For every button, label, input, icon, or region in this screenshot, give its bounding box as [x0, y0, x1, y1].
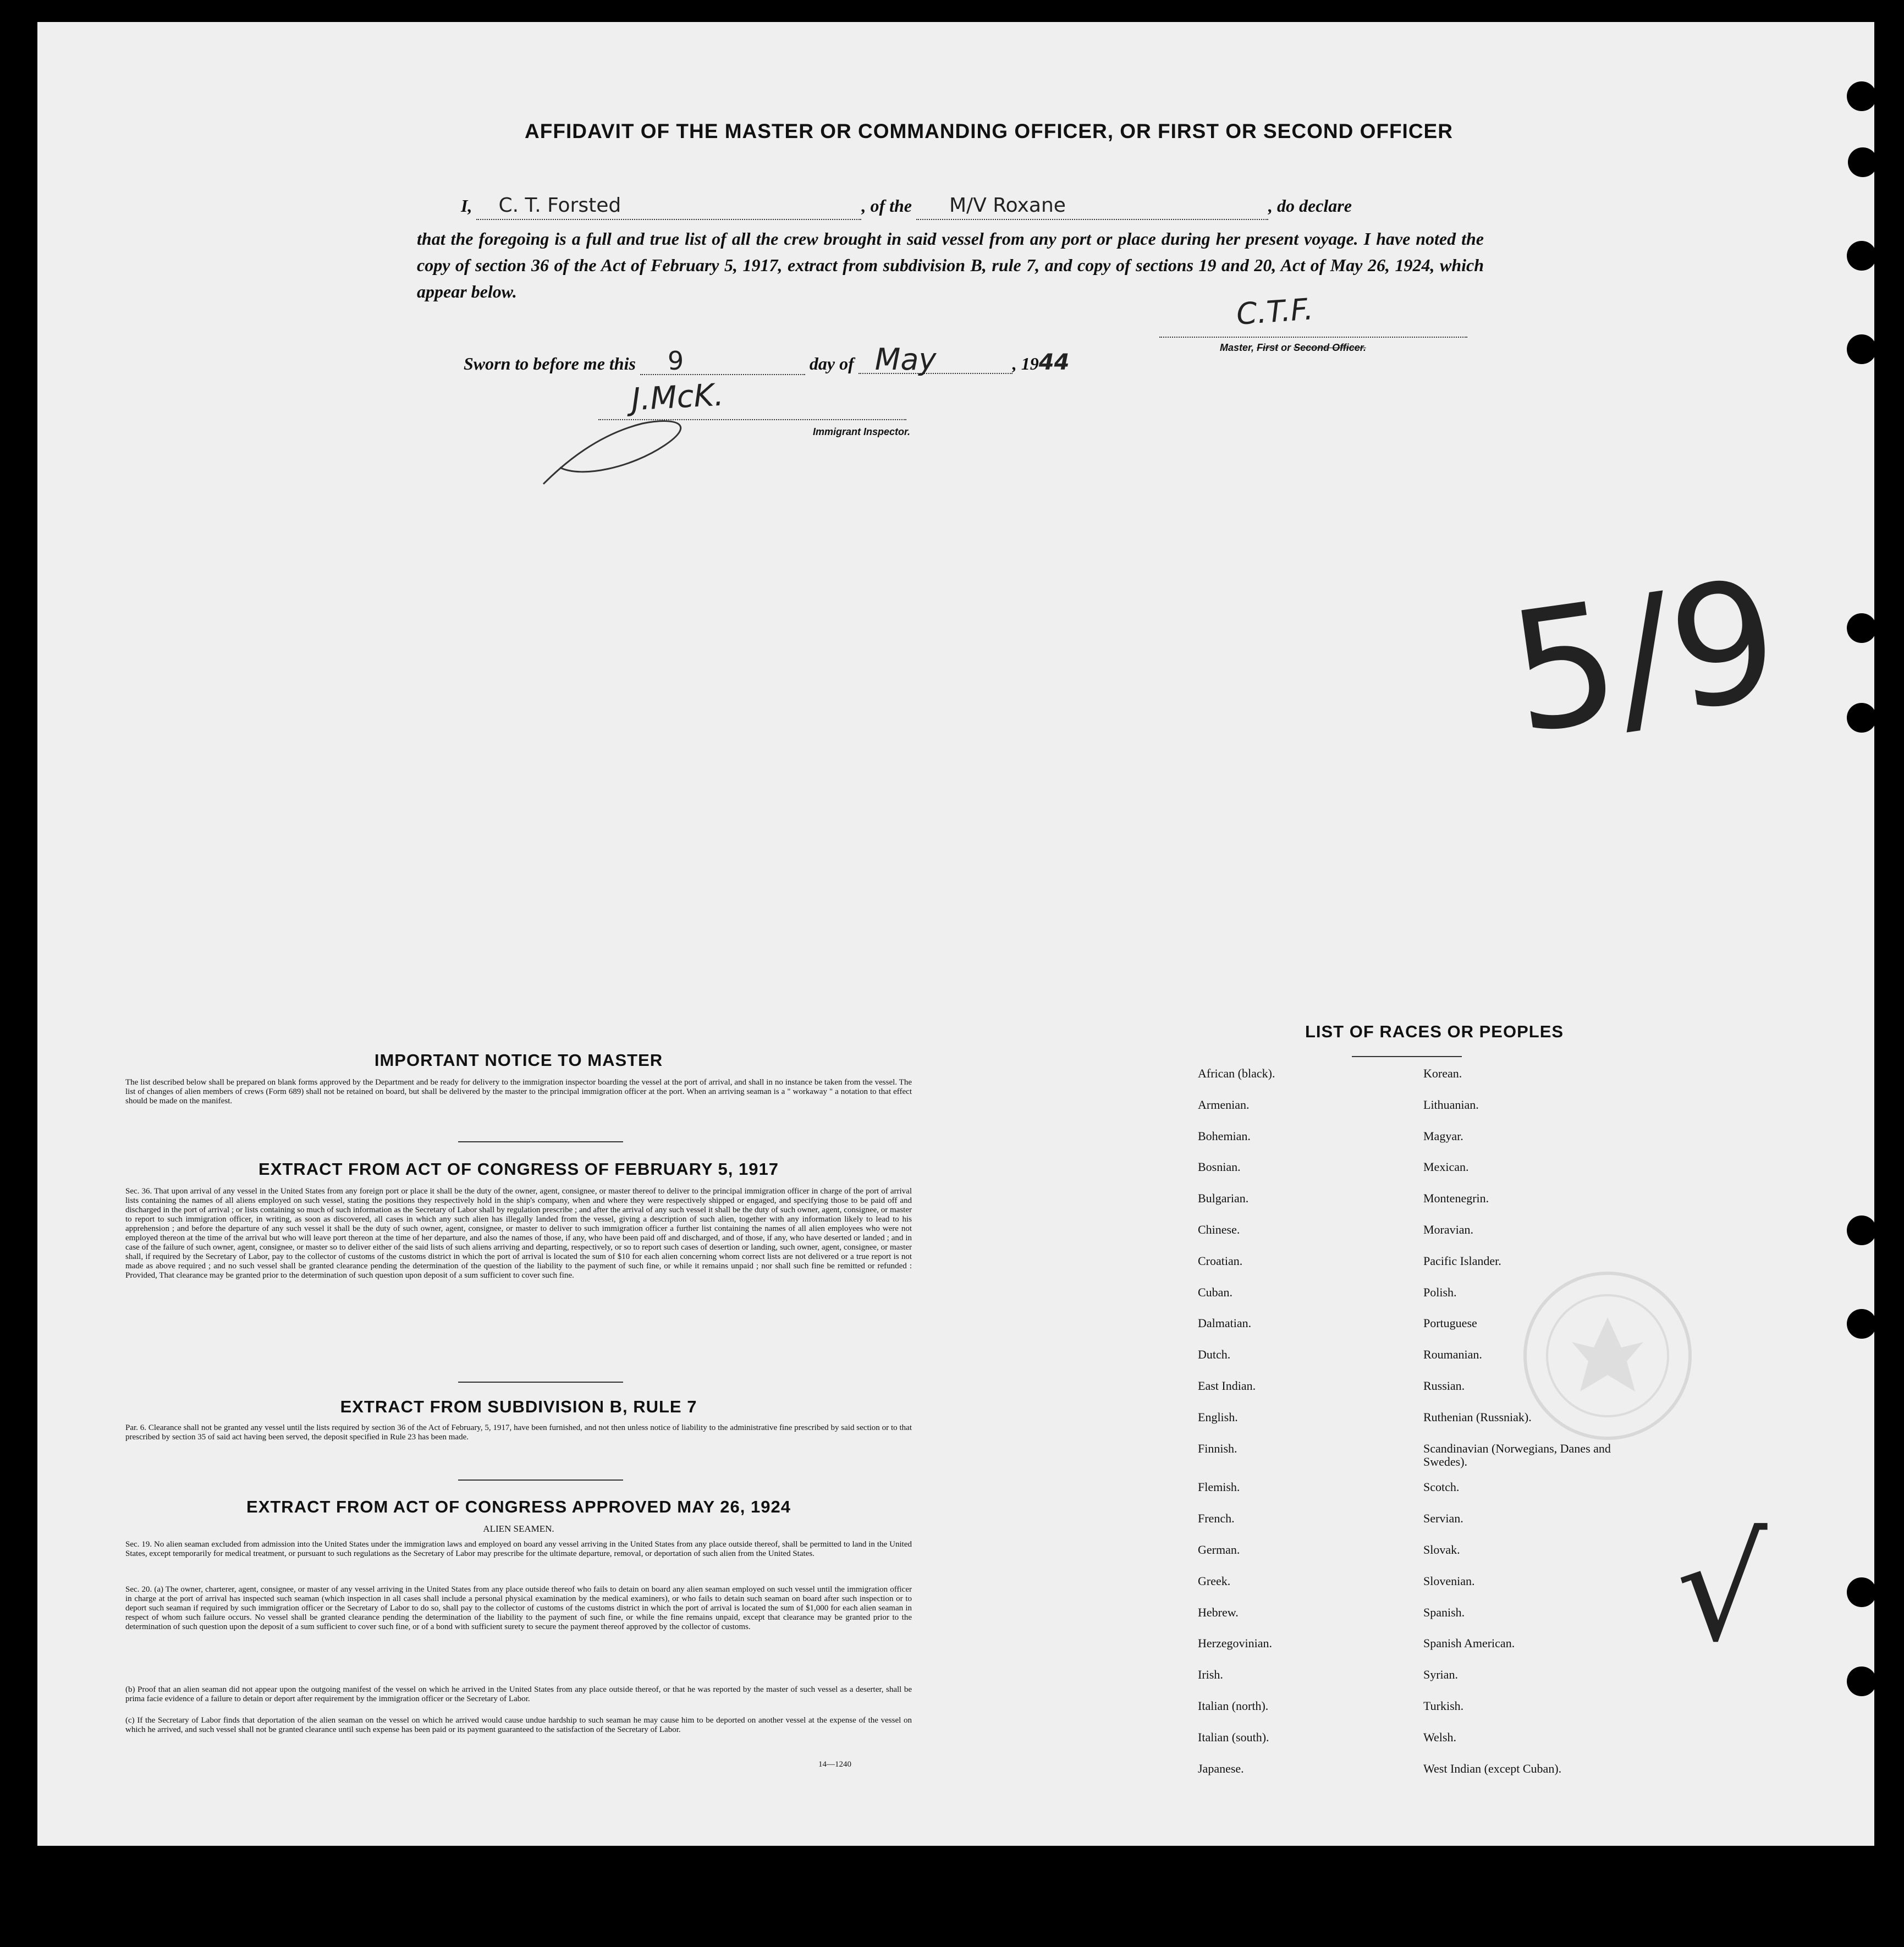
caption-second: Second Officer. — [1294, 342, 1366, 353]
extract-1924-title: EXTRACT FROM ACT OF CONGRESS APPROVED MAY 26, 1924 — [246, 1497, 791, 1516]
race-item: Slovak. — [1423, 1543, 1460, 1557]
extract-1924-sec20c: (c) If the Secretary of Labor finds that deportation of the alien seaman on the vessel on which he arrived would cause undue hardship to such seaman he may cause him to be deported on another vessel at the expense of the vessel on which he arrived, and such vessel shall not be granted clearance until such expense has been paid or its payment guaranteed to the satisfaction of the Secretary of Labor. — [125, 1716, 912, 1734]
punch-hole — [1847, 1577, 1877, 1607]
punch-hole — [1848, 147, 1878, 177]
race-item: Hebrew. — [1198, 1605, 1239, 1619]
race-item: Greek. — [1198, 1574, 1231, 1588]
race-item: Bosnian. — [1198, 1160, 1241, 1174]
punch-hole — [1847, 703, 1877, 733]
race-item: Cuban. — [1198, 1285, 1232, 1299]
race-item: Spanish. — [1423, 1605, 1465, 1619]
race-item: Portuguese — [1423, 1316, 1477, 1330]
day-of-label: day of — [809, 354, 854, 373]
of-the-label: , of the — [861, 196, 912, 216]
race-item: East Indian. — [1198, 1379, 1256, 1393]
extract-rule7-title: EXTRACT FROM SUBDIVISION B, RULE 7 — [340, 1397, 697, 1416]
race-item: Spanish American. — [1423, 1636, 1515, 1651]
sworn-label: Sworn to before me this — [464, 354, 636, 373]
race-item: Syrian. — [1423, 1668, 1458, 1682]
extract-1924-sec19: Sec. 19. No alien seaman excluded from admission into the United States under the immigration laws and employed on board any vessel arriving in the United States from any place outside thereof, shall be permitted to land in the United States, except temporarily for medical treatment, or pursuant to such regulations as the Secretary of Labor may prescribe for the ultimate departure, removal, or deportation of such alien from the United States. — [125, 1540, 912, 1558]
race-item: Mexican. — [1423, 1160, 1469, 1174]
master-signature: C.T.F. — [1235, 292, 1314, 332]
punch-hole — [1847, 241, 1877, 271]
race-item: Polish. — [1423, 1285, 1457, 1299]
race-item: Italian (north). — [1198, 1699, 1269, 1713]
master-signature-caption — [1220, 342, 1366, 354]
punch-hole — [1847, 1667, 1877, 1696]
document-sheet — [37, 22, 1874, 1846]
divider — [458, 1141, 623, 1142]
caption-or: or — [1281, 342, 1291, 353]
i-label: I, — [461, 196, 472, 216]
race-item: Japanese. — [1198, 1761, 1244, 1775]
race-item: Bulgarian. — [1198, 1191, 1249, 1206]
punch-hole — [1847, 1216, 1877, 1245]
race-item: Russian. — [1423, 1379, 1465, 1393]
race-item: Welsh. — [1423, 1730, 1456, 1744]
divider — [458, 1480, 623, 1481]
race-item: Moravian. — [1423, 1223, 1474, 1236]
punch-hole — [1847, 1309, 1877, 1339]
declaration-text: that the foregoing is a full and true list of all the crew brought in said vessel from any port or place during her present voyage. I have noted the copy of section 36 of the Act of February 5, 1917, extract from subdivision B, rule 7, and copy of sections 19 and 20, Act of May 26, 1924, which appear below. — [417, 229, 1484, 301]
sworn-day-field: 9 — [640, 348, 805, 375]
race-item: Armenian. — [1198, 1097, 1250, 1112]
race-item: Ruthenian (Russniak). — [1423, 1410, 1532, 1424]
master-signature-line — [1159, 337, 1467, 338]
race-item: Herzegovinian. — [1198, 1636, 1272, 1651]
extract-1917-title: EXTRACT FROM ACT OF CONGRESS OF FEBRUARY 5, 1917 — [258, 1159, 779, 1179]
race-item: Turkish. — [1423, 1699, 1464, 1713]
race-item: Italian (south). — [1198, 1730, 1269, 1744]
extract-1924-subtitle: ALIEN SEAMEN. — [483, 1524, 554, 1534]
punch-hole — [1847, 81, 1877, 111]
do-declare-label: , do declare — [1268, 196, 1352, 216]
inspector-signature-line — [598, 419, 906, 420]
race-item: Scandinavian (Norwegians, Danes and Swedes). — [1423, 1441, 1611, 1469]
notice-title: IMPORTANT NOTICE TO MASTER — [374, 1050, 663, 1070]
signature-flourish — [532, 402, 763, 490]
vessel-name-field: M/V Roxane — [916, 193, 1268, 220]
sworn-line — [464, 342, 1179, 377]
fraction-mark: 5/9 — [1499, 543, 1789, 771]
extract-1924-sec20b: (b) Proof that an alien seaman did not appear upon the outgoing manifest of the vessel on which he arrived in the United States from any place outside thereof, or that he was reported by the master of such vessel as a deserter, shall be prima facie evidence of a failure to detain or deport after requirement by the immigration officer or the Secretary of Labor. — [125, 1685, 912, 1703]
race-item: Dalmatian. — [1198, 1316, 1252, 1330]
race-item: Croatian. — [1198, 1253, 1243, 1268]
form-number: 14—1240 — [818, 1760, 851, 1769]
notice-text: The list described below shall be prepared on blank forms approved by the Department and be ready for delivery to the immigration inspector boarding the vessel at the port of arrival, and shall in no instance be taken from the vessel. The list of changes of alien members of crews (Form 689) shall not be retained on board, but shall be delivered by the master to the principal immigration officer at the port. When an arriving seaman is a " workaway " a notation to that effect should be made on the manifest. — [125, 1078, 912, 1106]
race-item: French. — [1198, 1511, 1235, 1526]
extract-1917-text: Sec. 36. That upon arrival of any vessel in the United States from any foreign port or place it shall be the duty of the owner, agent, consignee, or master thereof to deliver to the principal immigration officer in charge of the port of arrival lists containing the names of all aliens employed on such vessel, stating the positions they respectively hold in the ship's company, when and where they were respectively shipped or engaged, and specifying those to be paid off and discharged in the port of arrival ; or lists containing so much of such information as the Secretary of Labor shall by regulation prescribe ; and after the arrival of any such vessel it shall be the duty of such owner, agent, consignee, or master to report to such immigration officer, in writing, as soon as discovered, all cases in which any such alien has illegally landed from the vessel, giving a description of such alien, together with any information likely to lead to his apprehension ; and before the departure of any such vessel it shall be the duty of such owner, agent, consignee, or master to deliver to such immigration officer a further list containing the names of all alien employees who were not employed thereon at the time of the arrival but who will leave port thereon at the time of her departure, and also the names of those, if any, who have been paid off and discharged, and of those, if any, who have deserted or landed ; and in case of the failure of such owner, agent, consignee, or master so to deliver either of the said lists of such aliens arriving and departing, respectively, or so to report such cases of desertion or landing, such owner, agent, consignee, or master shall, if required by the Secretary of Labor, pay to the collector of customs of the customs district in which the port of arrival is located the sum of $10 for each alien concerning whom correct lists are not delivered or a true report is not made as above required ; and no such vessel shall be granted clearance pending the determination of the question of the liability to the payment of such fine, or while it remains unpaid ; nor shall such fine be remitted or refunded : Provided, That clearance may be granted prior to the determination of such question upon deposit of a sum sufficient to cover such fine. — [125, 1187, 912, 1280]
affidavit-title: AFFIDAVIT OF THE MASTER OR COMMANDING OFFICER, OR FIRST OR SECOND OFFICER — [525, 120, 1453, 142]
race-item: Slovenian. — [1423, 1574, 1475, 1588]
race-item: Bohemian. — [1198, 1129, 1251, 1143]
race-item: African (black). — [1198, 1066, 1275, 1080]
punch-hole — [1847, 613, 1877, 643]
race-item: Korean. — [1423, 1066, 1462, 1080]
declaration-line — [461, 193, 1484, 220]
race-item: Montenegrin. — [1423, 1191, 1489, 1206]
race-item: Irish. — [1198, 1668, 1223, 1682]
race-item: Finnish. — [1198, 1441, 1237, 1455]
race-item: Servian. — [1423, 1511, 1463, 1526]
race-item: West Indian (except Cuban). — [1423, 1761, 1562, 1775]
year-suffix: 44 — [1038, 350, 1070, 375]
race-item: Pacific Islander. — [1423, 1253, 1501, 1268]
extract-rule7-text: Par. 6. Clearance shall not be granted any vessel until the lists required by section 36 of the Act of February, 5, 1917, have been furnished, and not then unless notice of liability to the administrative fine prescribed by said section or to that prescribed by section 35 of said act having been served, the deposit specified in Rule 23 has been made. — [125, 1423, 912, 1442]
race-item: Magyar. — [1423, 1129, 1463, 1143]
check-mark: √ — [1676, 1507, 1768, 1673]
race-item: German. — [1198, 1543, 1240, 1557]
race-item: Flemish. — [1198, 1480, 1240, 1494]
race-item: English. — [1198, 1410, 1238, 1424]
caption-master: Master, — [1220, 342, 1254, 353]
extract-1924-sec20a: Sec. 20. (a) The owner, charterer, agent, consignee, or master of any vessel arriving in the United States from any place outside thereof who fails to detain on board any alien seaman employed on such vessel until the immigration officer in charge at the port of arrival has inspected such seaman (which inspection in all cases shall include a personal physical examination by the medical examiners), or who fails to detain such seaman on board after such inspection or to deport such seaman if required by such immigration officer or the Secretary of Labor to do so, shall pay to the collector of customs of the customs district in which the port of arrival is located the sum of $1,000 for each alien seaman in respect of whom such failure occurs. No vessel shall be granted clearance pending the determination of the liability to the payment of such fine, or while the fine remains unpaid, except that clearance may be granted prior to the determination of such question upon the deposit of a sum sufficient to cover such fine, or of a bond with sufficient surety to secure the payment thereof approved by the collector of customs. — [125, 1585, 912, 1631]
punch-hole — [1847, 334, 1877, 364]
race-item: Lithuanian. — [1423, 1097, 1479, 1112]
races-title: LIST OF RACES OR PEOPLES — [1305, 1022, 1564, 1041]
race-item: Chinese. — [1198, 1223, 1240, 1236]
inspector-caption: Immigrant Inspector. — [813, 426, 911, 437]
inspector-signature: J.McK. — [630, 377, 725, 418]
year-prefix: , 19 — [1012, 354, 1039, 373]
race-item: Scotch. — [1423, 1480, 1460, 1494]
divider — [1352, 1056, 1462, 1057]
sworn-month-field: May — [859, 346, 1012, 374]
race-item: Dutch. — [1198, 1348, 1231, 1362]
master-name-field: C. T. Forsted — [476, 193, 861, 220]
divider — [458, 1382, 623, 1383]
race-item: Roumanian. — [1423, 1348, 1482, 1362]
caption-first: First — [1257, 342, 1279, 353]
